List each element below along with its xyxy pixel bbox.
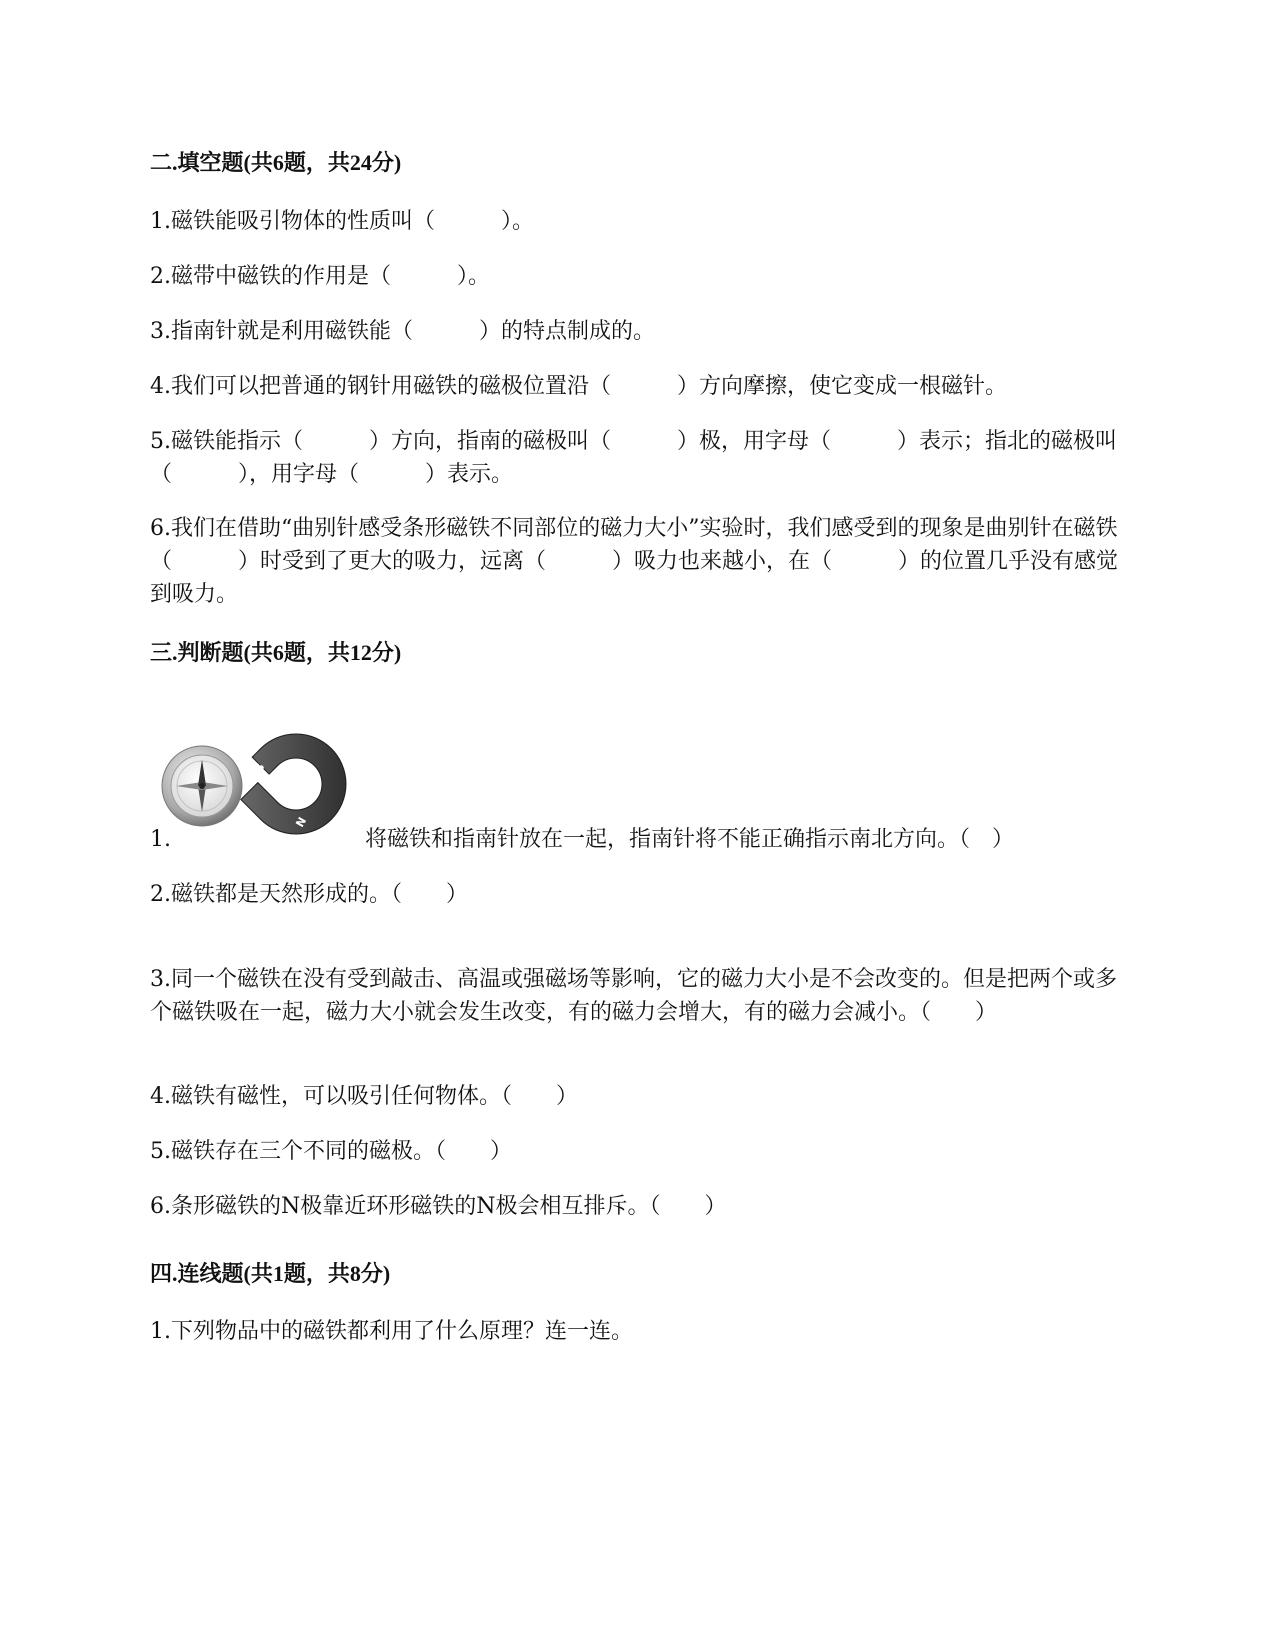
judge-question-1-number: 1.	[150, 827, 171, 852]
section-4-heading: 四.连线题(共1题，共8分)	[150, 1261, 391, 1286]
judge-question-3: 3.同一个磁铁在没有受到敲击、高温或强磁场等影响，它的磁力大小是不会改变的。但是把两个或多个磁铁吸在一起，磁力大小就会发生改变，有的磁力会增大，有的磁力会减小。（ ）	[150, 967, 1117, 1025]
judge-question-6: 6.条形磁铁的N极靠近环形磁铁的N极会相互排斥。（ ）	[150, 1194, 727, 1219]
fill-question-2: 2.磁带中磁铁的作用是（ ）。	[150, 264, 490, 289]
fill-question-4: 4.我们可以把普通的钢针用磁铁的磁极位置沿（ ）方向摩擦，使它变成一根磁针。	[150, 374, 1007, 399]
section-2-heading: 二.填空题(共6题，共24分)	[150, 150, 402, 175]
fill-question-6: 6.我们在借助“曲别针感受条形磁铁不同部位的磁力大小”实验时，我们感受到的现象是曲别针在磁铁（ ）时受到了更大的吸力，远离（ ）吸力也来越小，在（ ）的位置几乎没有感觉到吸力。	[150, 516, 1119, 607]
section-3-heading: 三.判断题(共6题，共12分)	[150, 640, 402, 665]
horseshoe-magnet-icon	[225, 728, 360, 840]
judge-question-1-text: 将磁铁和指南针放在一起，指南针将不能正确指示南北方向。（ ）	[365, 827, 1015, 852]
magnet-n-label: N	[293, 815, 310, 830]
fill-question-5: 5.磁铁能指示（ ）方向，指南的磁极叫（ ）极，用字母（ ）表示；指北的磁极叫（ ），用字母（ ）表示。	[150, 429, 1117, 487]
magnet-s-label: S	[252, 761, 268, 775]
fill-question-1: 1.磁铁能吸引物体的性质叫（ ）。	[150, 209, 534, 234]
compass-magnet-illustration	[160, 728, 360, 840]
judge-question-4: 4.磁铁有磁性，可以吸引任何物体。（ ）	[150, 1084, 578, 1109]
fill-question-3: 3.指南针就是利用磁铁能（ ）的特点制成的。	[150, 319, 655, 344]
judge-question-5: 5.磁铁存在三个不同的磁极。（ ）	[150, 1139, 512, 1164]
match-question-1: 1.下列物品中的磁铁都利用了什么原理？连一连。	[150, 1319, 633, 1344]
compass-icon	[162, 746, 242, 826]
judge-question-2: 2.磁铁都是天然形成的。（ ）	[150, 882, 468, 907]
